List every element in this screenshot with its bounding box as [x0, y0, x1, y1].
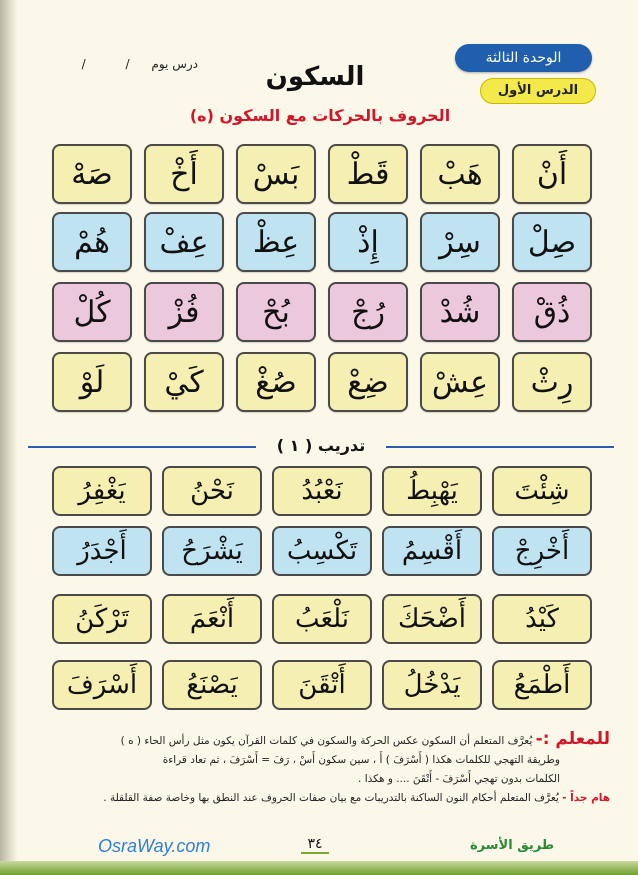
notes-text-1: يُعرَّف المتعلم أن السكون عكس الحركة والسكون في كلمات القرآن يكون مثل رأس الحاء ( ه )	[120, 735, 533, 747]
word-cell: تَرْكَنُ	[52, 594, 152, 644]
exercise-label: تدريب ( ١ )	[276, 436, 366, 455]
date-slash-1: /	[125, 57, 130, 71]
notes-text-4: يُعرَّف المتعلم أحكام النون الساكنة بالتدريبات مع بيان صفات الحروف عند النطق بها وخاصة صفة القلقلة .	[103, 792, 559, 804]
page-subtitle: الحروف بالحركات مع السكون (ه)	[189, 106, 451, 125]
page-title: السكون	[265, 62, 365, 92]
word-cell: يَغْفِرُ	[52, 466, 152, 516]
letter-cell: رُجْ	[328, 282, 408, 342]
letter-cell: أَنْ	[512, 144, 592, 204]
teacher-notes	[30, 730, 610, 808]
letters-row-3	[52, 282, 592, 342]
word-cell: أَتْقَنَ	[272, 660, 372, 710]
important-label: هام جداً -	[562, 792, 610, 804]
bottom-decor-strip	[0, 861, 638, 875]
letter-cell: بُحْ	[236, 282, 316, 342]
letter-cell: صُغْ	[236, 352, 316, 412]
divider-line-left	[28, 446, 256, 448]
word-cell: يَهْبِطُ	[382, 466, 482, 516]
unit-badge: الوحدة الثالثة	[455, 44, 592, 72]
page-binding-shadow	[0, 0, 18, 875]
word-cell: يَشْرَحُ	[162, 526, 262, 576]
letter-cell: هَبْ	[420, 144, 500, 204]
letter-cell: صَهْ	[52, 144, 132, 204]
word-cell: كَيْدُ	[492, 594, 592, 644]
letter-cell: سِرْ	[420, 212, 500, 272]
notes-line-4	[30, 789, 610, 808]
word-cell: نَحْنُ	[162, 466, 262, 516]
word-cell: أَنْعَمَ	[162, 594, 262, 644]
word-cell: شِئْتَ	[492, 466, 592, 516]
word-cell: يَدْخُلُ	[382, 660, 482, 710]
notes-line-1	[30, 730, 610, 751]
notes-line-3: الكلمات بدون تهجي أَسْرَفَ - أَتْقَنَ .... و هكذا .	[358, 773, 560, 785]
word-cell: أَقْسِمُ	[382, 526, 482, 576]
letter-cell: هُمْ	[52, 212, 132, 272]
words-row-3	[52, 594, 592, 644]
letter-cell: كُلْ	[52, 282, 132, 342]
page-number	[285, 836, 345, 852]
letter-cell: صِلْ	[512, 212, 592, 272]
word-cell: أَضْحَكَ	[382, 594, 482, 644]
notes-line-2: وطريقة التهجي للكلمات هكذا ( أَسْرَفَ ) أَ ، سين سكون أَسْ ، رَفَ = أَسْرَفَ ، ثم تعاد قراءة	[162, 754, 560, 766]
letter-cell: شُدْ	[420, 282, 500, 342]
date-label: درس يوم	[151, 57, 198, 71]
word-cell: نَعْبُدُ	[272, 466, 372, 516]
letter-cell: فُزْ	[144, 282, 224, 342]
page-number-text: ٣٤	[301, 836, 328, 854]
letters-row-4	[52, 352, 592, 412]
letter-cell: ذُقْ	[512, 282, 592, 342]
letters-row-2	[52, 212, 592, 272]
site-watermark: OsraWay.com	[98, 836, 211, 856]
letter-cell: إِذْ	[328, 212, 408, 272]
book-name: طريق الأسرة	[470, 838, 555, 853]
words-row-1	[52, 466, 592, 516]
letter-cell: قَطْ	[328, 144, 408, 204]
letter-cell: عِفْ	[144, 212, 224, 272]
date-line	[58, 54, 198, 74]
letter-cell: ضِعْ	[328, 352, 408, 412]
word-cell: أَجْدَرُ	[52, 526, 152, 576]
exercise-divider	[28, 436, 614, 458]
word-cell: تَكْسِبُ	[272, 526, 372, 576]
divider-line-right	[386, 446, 614, 448]
letter-cell: عِظْ	[236, 212, 316, 272]
word-cell: أَخْرِجْ	[492, 526, 592, 576]
date-slash-2: /	[81, 57, 86, 71]
lesson-badge: الدرس الأول	[480, 78, 596, 104]
words-row-2	[52, 526, 592, 576]
word-cell: أَطْمَعُ	[492, 660, 592, 710]
letter-cell: لَوْ	[52, 352, 132, 412]
letter-cell: بَسْ	[236, 144, 316, 204]
word-cell: أَسْرَفَ	[52, 660, 152, 710]
letter-cell: عِشْ	[420, 352, 500, 412]
letters-row-1	[52, 144, 592, 204]
teacher-label: للمعلم :-	[535, 729, 610, 749]
letter-cell: كَيْ	[144, 352, 224, 412]
word-cell: نَلْعَبُ	[272, 594, 372, 644]
letter-cell: أَخْ	[144, 144, 224, 204]
word-cell: يَصْنَعُ	[162, 660, 262, 710]
words-row-4	[52, 660, 592, 710]
letter-cell: رِثْ	[512, 352, 592, 412]
